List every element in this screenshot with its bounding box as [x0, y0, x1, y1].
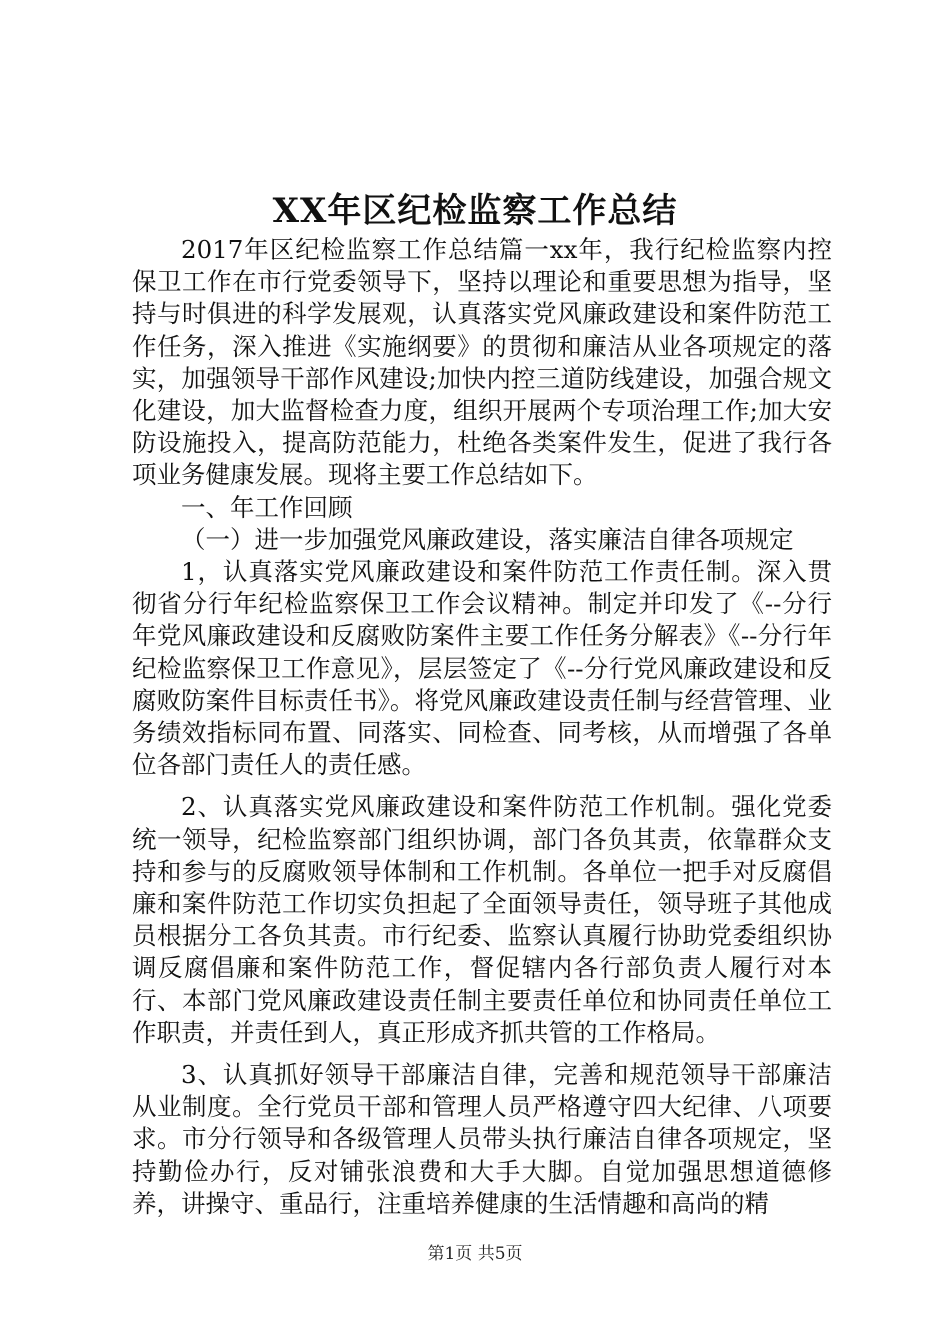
- paragraph-item-2: 2、认真落实党风廉政建设和案件防范工作机制。强化党委统一领导，纪检监察部门组织协调，部门各负其责，依靠群众支持和参与的反腐败领导体制和工作机制。各单位一把手对反腐倡廉和案件防范工作切实负担起了全面领导责任，领导班子其他成员根据分工各负其责。市行纪委、监察认真履行协助党委组织协调反腐倡廉和案件防范工作，督促辖内各行部负责人履行对本行、本部门党风廉政建设责任制主要责任单位和协同责任单位工作职责，并责任到人，真正形成齐抓共管的工作格局。: [132, 792, 832, 1047]
- section-heading: 一、年工作回顾: [181, 492, 353, 522]
- paragraph-item-3: 3、认真抓好领导干部廉洁自律，完善和规范领导干部廉洁从业制度。全行党员干部和管理人员严格遵守四大纪律、八项要求。市分行领导和各级管理人员带头执行廉洁自律各项规定，坚持勤俭办行，反对铺张浪费和大手大脚。自觉加强思想道德修养，讲操守、重品行，注重培养健康的生活情趣和高尚的精: [132, 1060, 832, 1218]
- document-title: XX年区纪检监察工作总结: [272, 191, 678, 231]
- paragraph-intro: 2017年区纪检监察工作总结篇一xx年，我行纪检监察内控保卫工作在市行党委领导下，坚持以理论和重要思想为指导，坚持与时俱进的科学发展观，认真落实党风廉政建设和案件防范工作任务，深入推进《实施纲要》的贯彻和廉洁从业各项规定的落实，加强领导干部作风建设;加快内控三道防线建设，加强合规文化建设，加大监督检查力度，组织开展两个专项治理工作;加大安防设施投入，提高防范能力，杜绝各类案件发生，促进了我行各项业务健康发展。现将主要工作总结如下。: [132, 235, 832, 490]
- subsection-heading: （一）进一步加强党风廉政建设，落实廉洁自律各项规定: [181, 524, 794, 554]
- document-body: [132, 234, 832, 1220]
- paragraph-item-1: 1，认真落实党风廉政建设和案件防范工作责任制。深入贯彻省分行年纪检监察保卫工作会议精神。制定并印发了《--分行年党风廉政建设和反腐败防案件主要工作任务分解表》《--分行年纪检监察保卫工作意见》，层层签定了《--分行党风廉政建设和反腐败防案件目标责任书》。将党风廉政建设责任制与经营管理、业务绩效指标同布置、同落实、同检查、同考核，从而增强了各单位各部门责任人的责任感。: [132, 557, 832, 780]
- page-number-footer: 第1页 共5页: [427, 1244, 523, 1264]
